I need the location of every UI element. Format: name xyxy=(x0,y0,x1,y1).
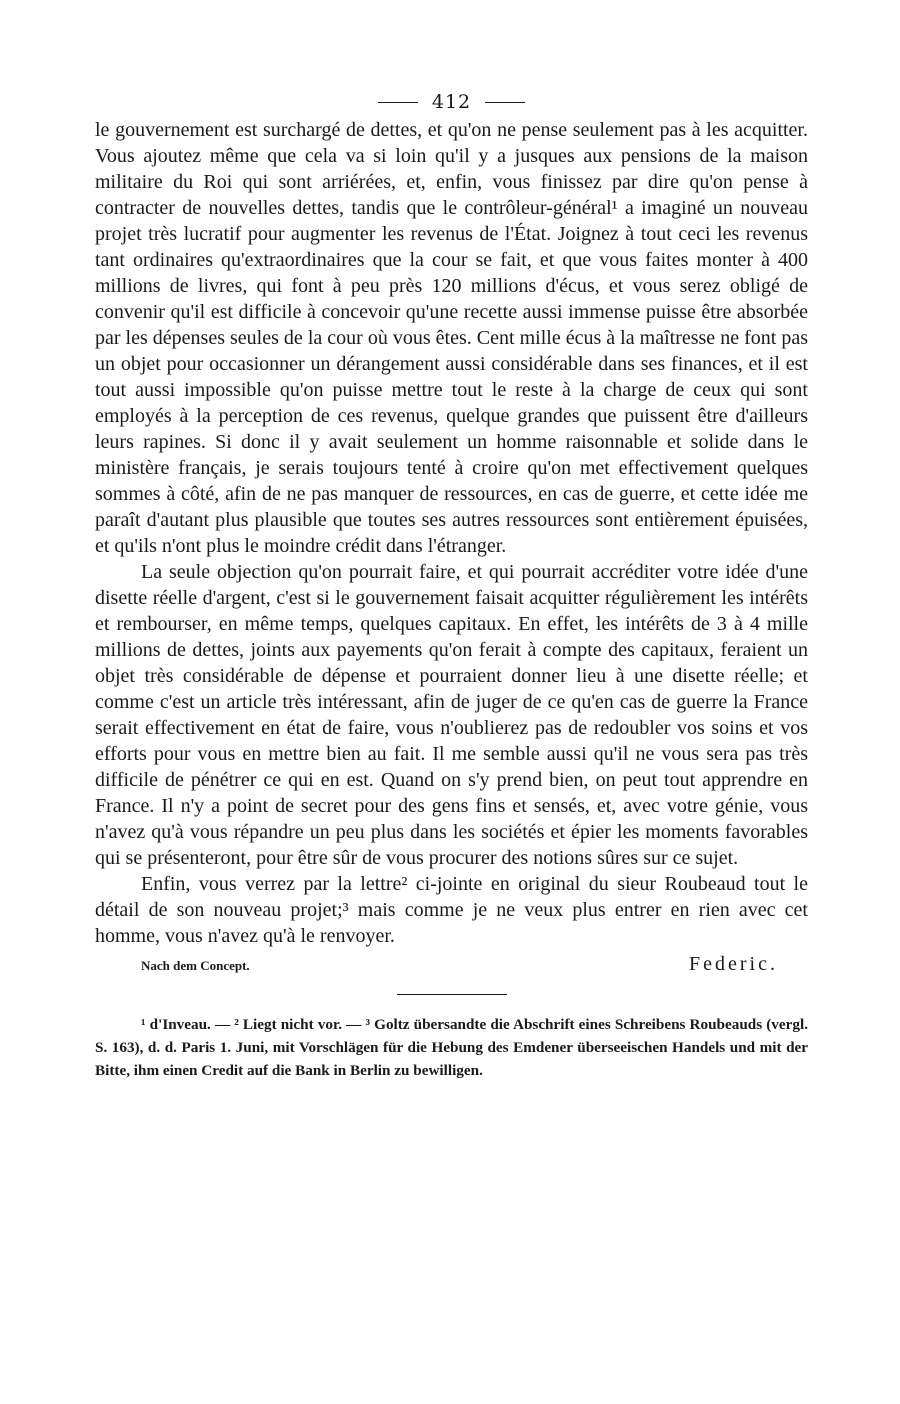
footnote-divider xyxy=(397,994,507,995)
paragraph-1: le gouvernement est surchargé de dettes, et qu'on ne pense seulement pas à les acquitter. Vous ajoutez même que cela va si loin qu'il y a jusques aux pensions de la maison militaire du Roi qui sont arriérées, et, enfin, vous finissez par dire qu'on pense à contracter de nouvelles dettes, tandis que le contrôleur-général¹ a imaginé un nouveau projet très lucratif pour augmenter les revenus de l'État. Joignez à tout ceci les revenus tant ordinaires qu'extraordinaires que la cour se fait, et que vous faites monter à 400 millions de livres, qui font à peu près 120 millions d'écus, et vous serez obligé de convenir qu'il est difficile à concevoir qu'une recette aussi immense puisse être absorbée par les dépenses seules de la cour où vous êtes. Cent mille écus à la maîtresse ne font pas un objet pour occasionner un dérangement aussi considérable dans ses finances, et il est tout aussi impossible qu'on puisse mettre tout le reste à la charge de ceux qui sont employés à la perception de ces revenus, quelque grandes que puissent être d'ailleurs leurs rapines. Si donc il y avait seulement un homme raisonnable et solide dans le ministère français, je serais toujours tenté à croire qu'on met effectivement quelques sommes à côté, afin de ne pas manquer de ressources, en cas de guerre, et cette idée me paraît d'autant plus plausible que toutes ses autres ressources sont entièrement épuisées, et qu'ils n'ont plus le moindre crédit dans l'étranger. xyxy=(95,119,808,557)
source-note: Nach dem Concept. xyxy=(141,958,250,973)
paragraph-2: La seule objection qu'on pourrait faire, et qui pourrait accréditer votre idée d'une disette réelle d'argent, c'est si le gouvernement faisait acquitter régulièrement les intérêts et rembourser, en même temps, quelques capitaux. En effet, les intérêts de 3 à 4 mille millions de dettes, joints aux payements qu'on ferait à compte des capitaux, feraient un objet très considérable de dépense et pourraient donner lieu à une disette réelle; et comme c'est un article très intéressant, afin de juger de ce qu'en cas de guerre la France serait effectivement en état de faire, vous n'oublierez pas de redoubler vos soins et vos efforts pour vous en mettre bien au fait. Il me semble aussi qu'il ne vous sera pas très difficile de pénétrer ce qui en est. Quand on s'y prend bien, on peut tout apprendre en France. Il n'y a point de secret pour des gens fins et sensés, et, avec votre génie, vous n'avez qu'à vous répandre un peu plus dans les sociétés et épier les moments favorables qui se présenteront, pour être sûr de vous procurer des notions sûres sur ce sujet. xyxy=(95,561,808,869)
page-number: 412 xyxy=(431,91,472,113)
closing-row xyxy=(95,953,808,976)
header-dash-right xyxy=(485,102,525,103)
page-header xyxy=(95,86,808,118)
letter-body xyxy=(95,117,808,949)
signature: Federic. xyxy=(689,953,778,975)
document-page xyxy=(95,86,808,1082)
header-dash-left xyxy=(378,102,418,103)
paragraph-3: Enfin, vous verrez par la lettre² ci-jointe en original du sieur Roubeaud tout le détail de son nouveau projet;³ mais comme je ne veux plus entrer en rien avec cet homme, vous n'avez qu'à le renvoyer. xyxy=(95,873,808,947)
footnotes: ¹ d'Inveau. — ² Liegt nicht vor. — ³ Goltz übersandte die Abschrift eines Schreibens Roubeauds (vergl. S. 163), d. d. Paris 1. Juni, mit Vorschlägen für die Hebung des Emdener überseeischen Handels und mit der Bitte, ihm einen Credit auf die Bank in Berlin zu bewilligen. xyxy=(95,1016,808,1079)
